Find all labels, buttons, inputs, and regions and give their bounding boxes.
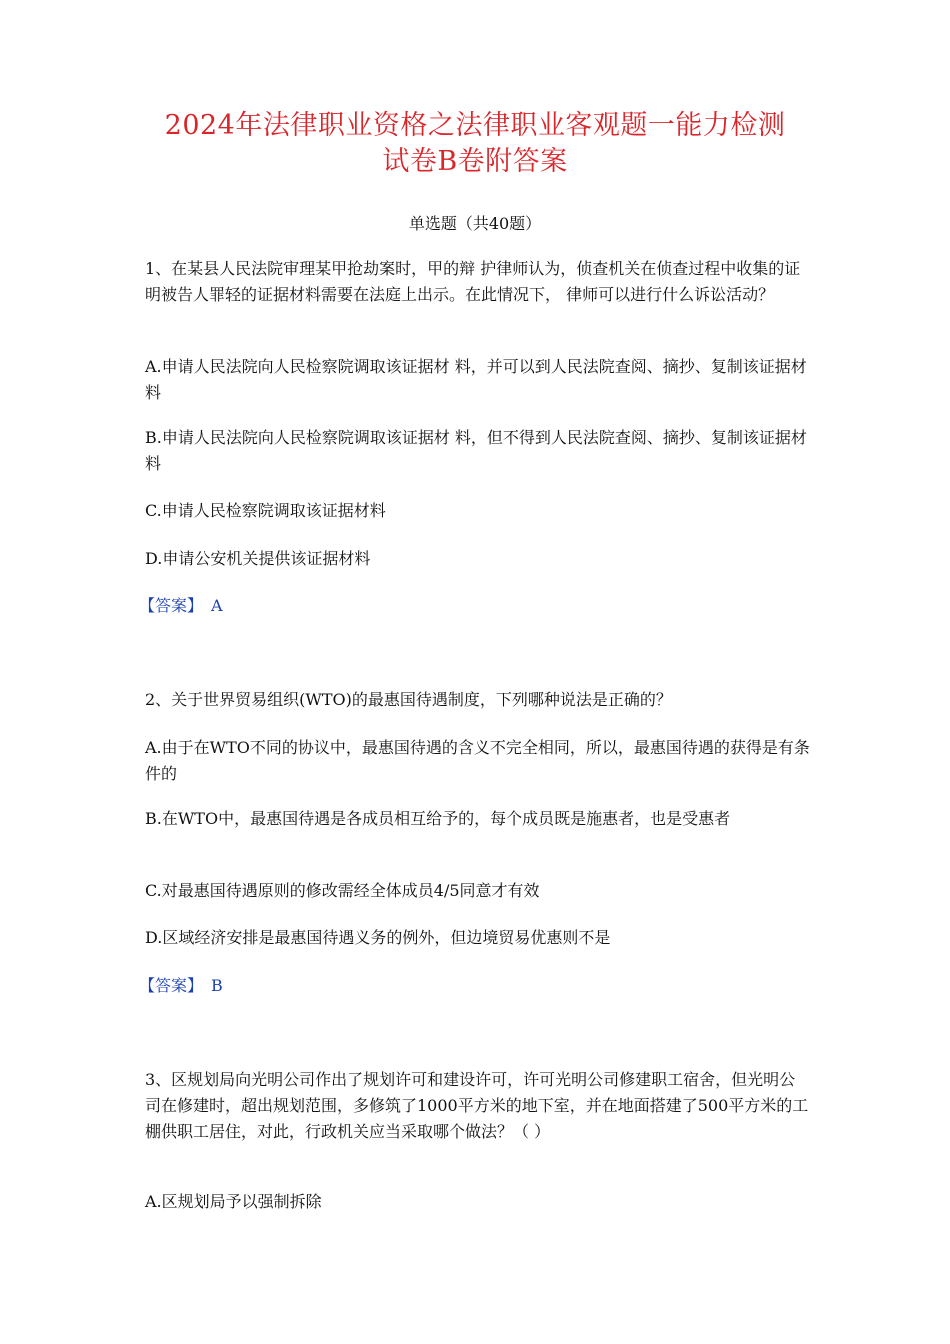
question-1-option-c: C.申请人民检察院调取该证据材料 <box>145 501 386 520</box>
question-2-answer <box>139 973 810 999</box>
answer-value: B <box>211 976 223 995</box>
question-1-answer <box>139 593 810 619</box>
question-1-option-b: B.申请人民法院向人民检察院调取该证据材 料，但不得到人民法院查阅、摘抄、复制该证据材料 <box>145 428 807 473</box>
question-3-option-a: A.区规划局予以强制拆除 <box>145 1192 322 1211</box>
question-2-stem: 2、关于世界贸易组织(WTO)的最惠国待遇制度，下列哪种说法是正确的？ <box>145 690 672 709</box>
question-3-stem: 3、区规划局向光明公司作出了规划许可和建设许可，许可光明公司修建职工宿舍，但光明公司在修建时，超出规划范围，多修筑了1000平方米的地下室，并在地面搭建了500平方米的工棚供职工居住，对此，行政机关应当采取哪个做法？（ ） <box>145 1070 809 1141</box>
question-2-option-a: A.由于在WTO不同的协议中，最惠国待遇的含义不完全相同，所以，最惠国待遇的获得是有条件的 <box>145 738 810 783</box>
title-line-1: 2024年法律职业资格之法律职业客观题一能力检测 <box>164 110 786 141</box>
answer-label: 【答案】 <box>139 976 204 995</box>
title-line-2: 试卷B卷附答案 <box>382 146 568 177</box>
document-title <box>120 108 830 180</box>
question-2-option-b: B.在WTO中，最惠国待遇是各成员相互给予的，每个成员既是施惠者，也是受惠者 <box>145 809 731 828</box>
answer-label: 【答案】 <box>139 596 204 615</box>
question-1-stem: 1、在某县人民法院审理某甲抢劫案时，甲的辩 护律师认为，侦查机关在侦查过程中收集的证明被告人罪轻的证据材料需要在法庭上出示。在此情况下， 律师可以进行什么诉讼活动？ <box>145 259 801 304</box>
answer-value: A <box>211 596 223 615</box>
question-2-option-d: D.区域经济安排是最惠国待遇义务的例外，但边境贸易优惠则不是 <box>145 928 611 947</box>
question-2-option-c: C.对最惠国待遇原则的修改需经全体成员4/5同意才有效 <box>145 881 540 900</box>
section-heading: 单选题（共40题） <box>408 214 542 233</box>
question-1-option-d: D.申请公安机关提供该证据材料 <box>145 549 371 568</box>
question-1-option-a: A.申请人民法院向人民检察院调取该证据材 料，并可以到人民法院查阅、摘抄、复制该证据材料 <box>145 357 807 402</box>
